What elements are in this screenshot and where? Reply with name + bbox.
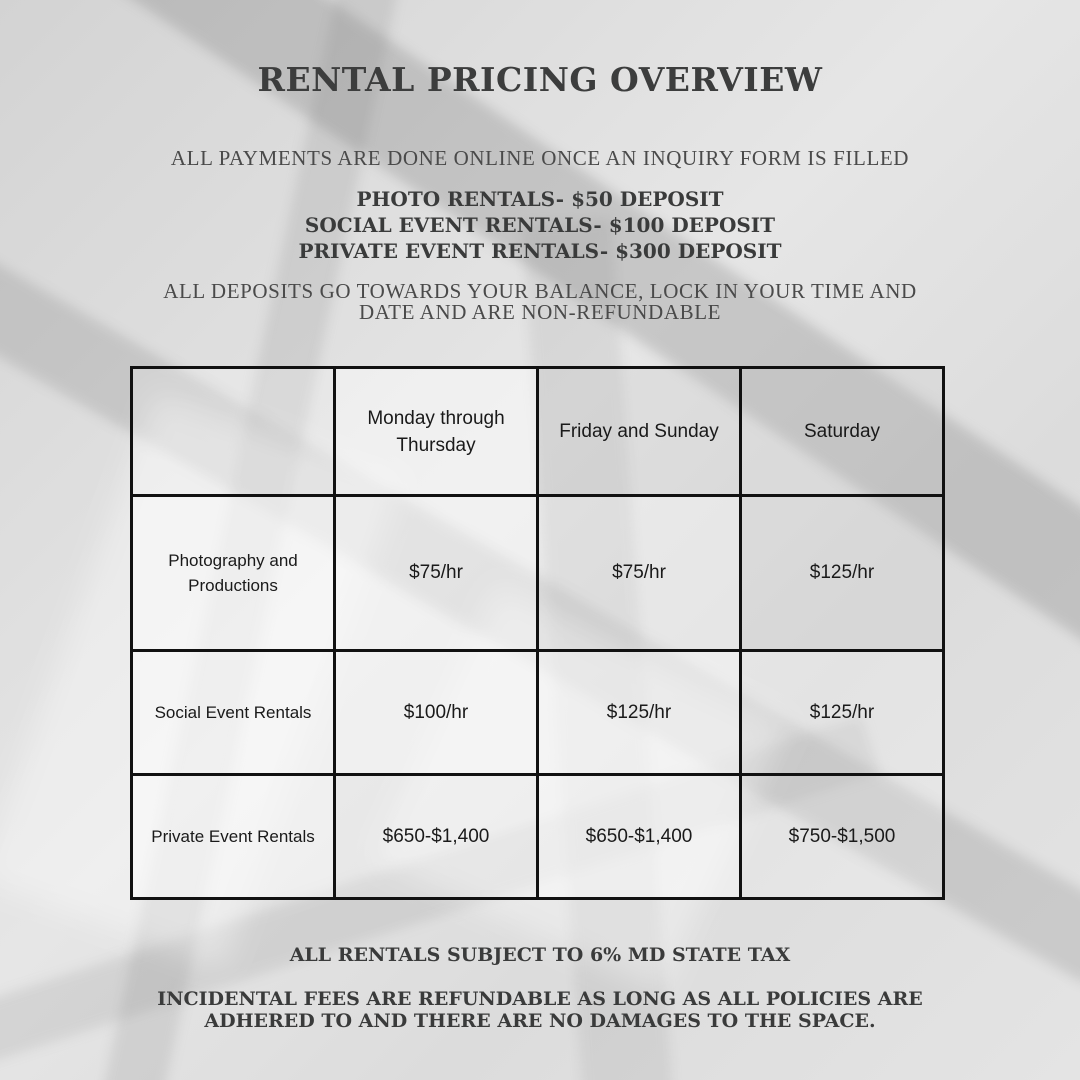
header-cell-saturday: Saturday [741, 368, 944, 496]
table-cell: $750-$1,500 [741, 775, 944, 899]
table-cell: $650-$1,400 [335, 775, 538, 899]
deposit-item-photo: PHOTO RENTALS- $50 DEPOSIT [356, 187, 724, 211]
header-cell-mon-thu: Monday through Thursday [335, 368, 538, 496]
table-row [132, 651, 944, 775]
row-label-photography: Photography and Productions [132, 496, 335, 651]
tax-note: ALL RENTALS SUBJECT TO 6% MD STATE TAX [289, 944, 791, 966]
table-cell: $125/hr [741, 496, 944, 651]
deposit-list [0, 186, 1080, 264]
incidental-note: INCIDENTAL FEES ARE REFUNDABLE AS LONG AS ALL POLICIES ARE ADHERED TO AND THERE ARE NO DAMAGES TO THE SPACE. [157, 988, 923, 1032]
deposit-item-social: SOCIAL EVENT RENTALS- $100 DEPOSIT [304, 213, 776, 237]
page-title: RENTAL PRICING OVERVIEW [257, 60, 823, 99]
deposit-note: ALL DEPOSITS GO TOWARDS YOUR BALANCE, LOCK IN YOUR TIME AND DATE AND ARE NON-REFUNDABLE [163, 279, 917, 324]
table-cell: $75/hr [335, 496, 538, 651]
table-row [132, 496, 944, 651]
table-cell: $100/hr [335, 651, 538, 775]
header-cell-empty [132, 368, 335, 496]
payment-note: ALL PAYMENTS ARE DONE ONLINE ONCE AN INQUIRY FORM IS FILLED [170, 146, 910, 170]
row-label-social: Social Event Rentals [132, 651, 335, 775]
table-cell: $125/hr [741, 651, 944, 775]
table-header-row [132, 368, 944, 496]
row-label-private: Private Event Rentals [132, 775, 335, 899]
table-cell: $75/hr [538, 496, 741, 651]
table-cell: $650-$1,400 [538, 775, 741, 899]
deposit-item-private: PRIVATE EVENT RENTALS- $300 DEPOSIT [298, 239, 782, 263]
pricing-table [130, 366, 945, 900]
header-cell-fri-sun: Friday and Sunday [538, 368, 741, 496]
table-row [132, 775, 944, 899]
table-cell: $125/hr [538, 651, 741, 775]
